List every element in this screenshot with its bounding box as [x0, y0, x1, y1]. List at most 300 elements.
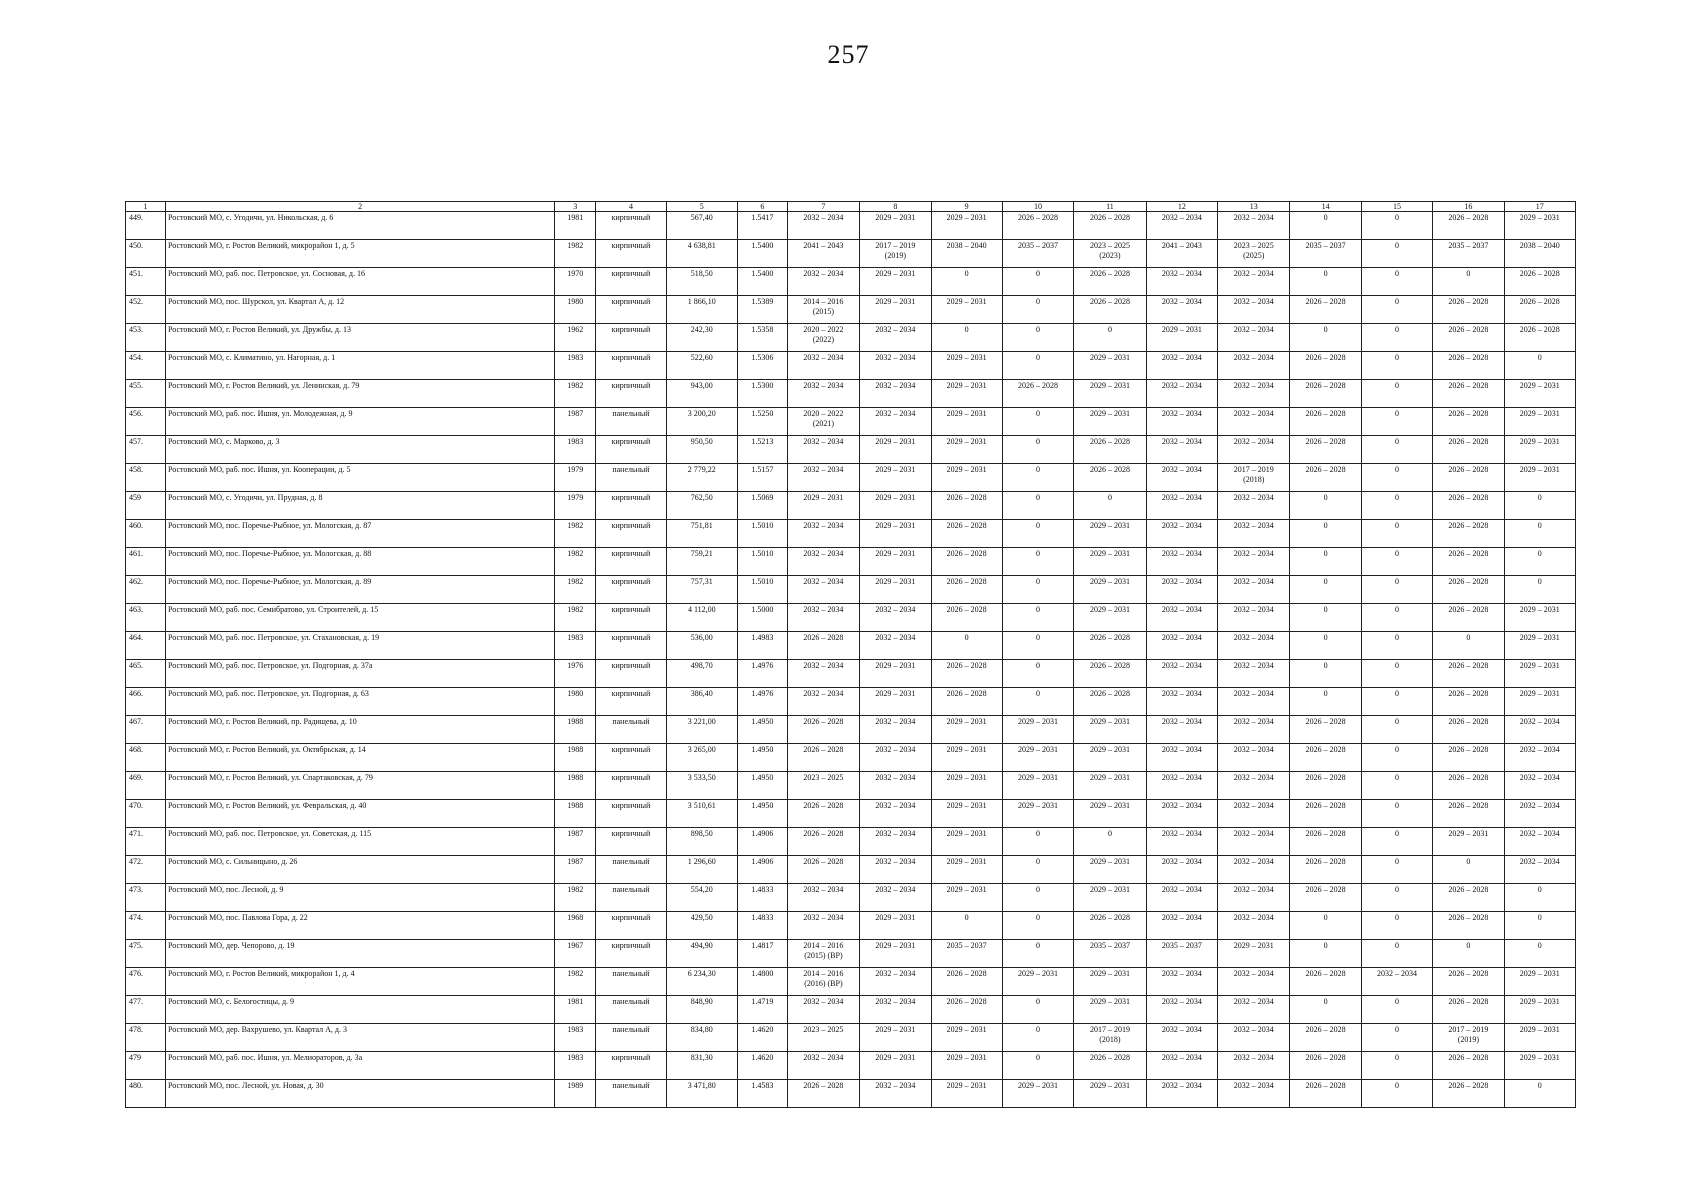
- period-13-cell: 2032 – 2034: [1218, 912, 1290, 940]
- period-10-cell: 0: [1002, 912, 1073, 940]
- coefficient-cell: 1.5000: [737, 604, 787, 632]
- period-10-cell: 2029 – 2031: [1002, 716, 1073, 744]
- wall-material-cell: панельный: [596, 408, 666, 436]
- address-cell: Ростовский МО, пос. Поречье-Рыбное, ул. Мологская, д. 89: [166, 576, 555, 604]
- period-12-cell: 2032 – 2034: [1146, 856, 1217, 884]
- period-12-cell: 2032 – 2034: [1146, 352, 1217, 380]
- year-built-cell: 1982: [555, 968, 596, 996]
- period-9-cell: 2026 – 2028: [931, 604, 1002, 632]
- period-8-cell: 2032 – 2034: [860, 408, 931, 436]
- wall-material-cell: кирпичный: [596, 268, 666, 296]
- period-16-cell: 2026 – 2028: [1433, 380, 1504, 408]
- period-9-cell: 2029 – 2031: [931, 884, 1002, 912]
- period-16-cell: 2026 – 2028: [1433, 604, 1504, 632]
- period-15-cell: 0: [1361, 380, 1432, 408]
- period-13-cell: 2032 – 2034: [1218, 996, 1290, 1024]
- period-14-cell: 2026 – 2028: [1290, 1080, 1361, 1108]
- period-17-cell: 2032 – 2034: [1504, 744, 1575, 772]
- row-number-cell: 463.: [126, 604, 166, 632]
- table-row: [126, 968, 1576, 996]
- period-17-cell: 2032 – 2034: [1504, 800, 1575, 828]
- period-15-cell: 2032 – 2034: [1361, 968, 1432, 996]
- period-9-cell: 2026 – 2028: [931, 688, 1002, 716]
- period-17-cell: 2029 – 2031: [1504, 212, 1575, 240]
- period-13-cell: 2032 – 2034: [1218, 436, 1290, 464]
- period-7-cell: 2032 – 2034: [787, 380, 859, 408]
- period-12-cell: 2032 – 2034: [1146, 716, 1217, 744]
- period-17-cell: 2038 – 2040: [1504, 240, 1575, 268]
- period-12-cell: 2032 – 2034: [1146, 380, 1217, 408]
- row-number-cell: 472.: [126, 856, 166, 884]
- coefficient-cell: 1.5300: [737, 380, 787, 408]
- address-cell: Ростовский МО, раб. пос. Петровское, ул. Советская, д. 115: [166, 828, 555, 856]
- address-cell: Ростовский МО, г. Ростов Великий, ул. Спартаковская, д. 79: [166, 772, 555, 800]
- period-14-cell: 2026 – 2028: [1290, 884, 1361, 912]
- column-header-8: 8: [860, 202, 931, 212]
- period-17-cell: 2029 – 2031: [1504, 380, 1575, 408]
- period-15-cell: 0: [1361, 1024, 1432, 1052]
- coefficient-cell: 1.4976: [737, 688, 787, 716]
- period-14-cell: 2035 – 2037: [1290, 240, 1361, 268]
- year-built-cell: 1968: [555, 912, 596, 940]
- row-number-cell: 452.: [126, 296, 166, 324]
- year-built-cell: 1981: [555, 996, 596, 1024]
- period-13-cell: 2032 – 2034: [1218, 660, 1290, 688]
- period-8-cell: 2032 – 2034: [860, 632, 931, 660]
- area-cell: 762,50: [666, 492, 737, 520]
- period-11-cell: 2026 – 2028: [1074, 688, 1146, 716]
- period-13-cell: 2032 – 2034: [1218, 408, 1290, 436]
- table-row: [126, 268, 1576, 296]
- period-12-cell: 2032 – 2034: [1146, 520, 1217, 548]
- year-built-cell: 1987: [555, 408, 596, 436]
- period-17-cell: 2029 – 2031: [1504, 604, 1575, 632]
- period-12-cell: 2032 – 2034: [1146, 212, 1217, 240]
- period-15-cell: 0: [1361, 1080, 1432, 1108]
- coefficient-cell: 1.5389: [737, 296, 787, 324]
- period-13-cell: 2032 – 2034: [1218, 716, 1290, 744]
- wall-material-cell: кирпичный: [596, 380, 666, 408]
- wall-material-cell: кирпичный: [596, 772, 666, 800]
- period-10-cell: 0: [1002, 492, 1073, 520]
- period-12-cell: 2032 – 2034: [1146, 296, 1217, 324]
- area-cell: 498,70: [666, 660, 737, 688]
- period-9-cell: 2029 – 2031: [931, 1024, 1002, 1052]
- period-15-cell: 0: [1361, 884, 1432, 912]
- period-15-cell: 0: [1361, 856, 1432, 884]
- period-8-cell: 2029 – 2031: [860, 660, 931, 688]
- table-row: [126, 912, 1576, 940]
- period-7-cell: 2032 – 2034: [787, 212, 859, 240]
- address-cell: Ростовский МО, с. Климатино, ул. Нагорная, д. 1: [166, 352, 555, 380]
- period-13-cell: 2032 – 2034: [1218, 352, 1290, 380]
- period-14-cell: 2026 – 2028: [1290, 1024, 1361, 1052]
- period-9-cell: 2026 – 2028: [931, 996, 1002, 1024]
- period-8-cell: 2032 – 2034: [860, 996, 931, 1024]
- row-number-cell: 474.: [126, 912, 166, 940]
- period-8-cell: 2032 – 2034: [860, 968, 931, 996]
- period-14-cell: 0: [1290, 548, 1361, 576]
- period-10-cell: 0: [1002, 548, 1073, 576]
- period-16-cell: 2017 – 2019 (2019): [1433, 1024, 1504, 1052]
- period-8-cell: 2029 – 2031: [860, 548, 931, 576]
- period-11-cell: 2029 – 2031: [1074, 1080, 1146, 1108]
- year-built-cell: 1970: [555, 268, 596, 296]
- period-9-cell: 2029 – 2031: [931, 464, 1002, 492]
- period-13-cell: 2023 – 2025 (2025): [1218, 240, 1290, 268]
- coefficient-cell: 1.5306: [737, 352, 787, 380]
- period-17-cell: 2029 – 2031: [1504, 464, 1575, 492]
- period-10-cell: 0: [1002, 464, 1073, 492]
- period-12-cell: 2032 – 2034: [1146, 436, 1217, 464]
- period-13-cell: 2032 – 2034: [1218, 1080, 1290, 1108]
- period-11-cell: 2029 – 2031: [1074, 996, 1146, 1024]
- wall-material-cell: кирпичный: [596, 296, 666, 324]
- wall-material-cell: кирпичный: [596, 912, 666, 940]
- table-row: [126, 716, 1576, 744]
- period-17-cell: 0: [1504, 884, 1575, 912]
- period-15-cell: 0: [1361, 296, 1432, 324]
- period-14-cell: 2026 – 2028: [1290, 772, 1361, 800]
- period-8-cell: 2029 – 2031: [860, 212, 931, 240]
- row-number-cell: 455.: [126, 380, 166, 408]
- table-row: [126, 940, 1576, 968]
- period-17-cell: 2029 – 2031: [1504, 408, 1575, 436]
- period-17-cell: 0: [1504, 912, 1575, 940]
- period-11-cell: 2026 – 2028: [1074, 296, 1146, 324]
- period-12-cell: 2032 – 2034: [1146, 632, 1217, 660]
- row-number-cell: 476.: [126, 968, 166, 996]
- period-11-cell: 2029 – 2031: [1074, 744, 1146, 772]
- area-cell: 950,50: [666, 436, 737, 464]
- period-16-cell: 2026 – 2028: [1433, 716, 1504, 744]
- address-cell: Ростовский МО, г. Ростов Великий, микрорайон 1, д. 4: [166, 968, 555, 996]
- address-cell: Ростовский МО, пос. Поречье-Рыбное, ул. Мологская, д. 88: [166, 548, 555, 576]
- period-8-cell: 2029 – 2031: [860, 688, 931, 716]
- period-16-cell: 2026 – 2028: [1433, 884, 1504, 912]
- period-13-cell: 2029 – 2031: [1218, 940, 1290, 968]
- period-15-cell: 0: [1361, 324, 1432, 352]
- period-10-cell: 0: [1002, 324, 1073, 352]
- column-header-12: 12: [1146, 202, 1217, 212]
- period-16-cell: 2026 – 2028: [1433, 1052, 1504, 1080]
- period-9-cell: 2029 – 2031: [931, 408, 1002, 436]
- period-8-cell: 2029 – 2031: [860, 436, 931, 464]
- period-9-cell: 2026 – 2028: [931, 548, 1002, 576]
- address-cell: Ростовский МО, г. Ростов Великий, ул. Февральская, д. 40: [166, 800, 555, 828]
- period-10-cell: 0: [1002, 436, 1073, 464]
- period-10-cell: 0: [1002, 688, 1073, 716]
- period-11-cell: 0: [1074, 828, 1146, 856]
- period-15-cell: 0: [1361, 940, 1432, 968]
- period-15-cell: 0: [1361, 576, 1432, 604]
- period-16-cell: 2026 – 2028: [1433, 688, 1504, 716]
- row-number-cell: 462.: [126, 576, 166, 604]
- column-header-17: 17: [1504, 202, 1575, 212]
- period-16-cell: 2026 – 2028: [1433, 464, 1504, 492]
- period-7-cell: 2026 – 2028: [787, 856, 859, 884]
- area-cell: 4 638,81: [666, 240, 737, 268]
- period-14-cell: 0: [1290, 520, 1361, 548]
- period-14-cell: 0: [1290, 492, 1361, 520]
- period-9-cell: 0: [931, 268, 1002, 296]
- year-built-cell: 1989: [555, 1080, 596, 1108]
- area-cell: 943,00: [666, 380, 737, 408]
- area-cell: 536,00: [666, 632, 737, 660]
- period-9-cell: 2035 – 2037: [931, 940, 1002, 968]
- period-11-cell: 2026 – 2028: [1074, 632, 1146, 660]
- address-cell: Ростовский МО, раб. пос. Петровское, ул. Подгорная, д. 63: [166, 688, 555, 716]
- coefficient-cell: 1.4950: [737, 772, 787, 800]
- table-row: [126, 884, 1576, 912]
- period-16-cell: 2026 – 2028: [1433, 772, 1504, 800]
- period-11-cell: 0: [1074, 324, 1146, 352]
- period-17-cell: 0: [1504, 352, 1575, 380]
- period-10-cell: 2029 – 2031: [1002, 1080, 1073, 1108]
- address-cell: Ростовский МО, дер. Вахрушево, ул. Квартал А, д. 3: [166, 1024, 555, 1052]
- area-cell: 6 234,30: [666, 968, 737, 996]
- period-9-cell: 2026 – 2028: [931, 968, 1002, 996]
- period-12-cell: 2032 – 2034: [1146, 912, 1217, 940]
- period-16-cell: 2026 – 2028: [1433, 548, 1504, 576]
- table-row: [126, 632, 1576, 660]
- period-13-cell: 2032 – 2034: [1218, 268, 1290, 296]
- period-17-cell: 2026 – 2028: [1504, 296, 1575, 324]
- period-10-cell: 2026 – 2028: [1002, 212, 1073, 240]
- table-row: [126, 744, 1576, 772]
- table-row: [126, 436, 1576, 464]
- row-number-cell: 457.: [126, 436, 166, 464]
- period-13-cell: 2032 – 2034: [1218, 520, 1290, 548]
- area-cell: 242,30: [666, 324, 737, 352]
- period-14-cell: 2026 – 2028: [1290, 828, 1361, 856]
- period-14-cell: 0: [1290, 604, 1361, 632]
- table-row: [126, 408, 1576, 436]
- wall-material-cell: кирпичный: [596, 828, 666, 856]
- address-cell: Ростовский МО, г. Ростов Великий, ул. Ленинская, д. 79: [166, 380, 555, 408]
- period-13-cell: 2032 – 2034: [1218, 828, 1290, 856]
- period-16-cell: 2026 – 2028: [1433, 296, 1504, 324]
- area-cell: 3 265,00: [666, 744, 737, 772]
- period-13-cell: 2032 – 2034: [1218, 968, 1290, 996]
- coefficient-cell: 1.5358: [737, 324, 787, 352]
- table-row: [126, 380, 1576, 408]
- period-11-cell: 2029 – 2031: [1074, 352, 1146, 380]
- period-10-cell: 0: [1002, 1052, 1073, 1080]
- row-number-cell: 466.: [126, 688, 166, 716]
- coefficient-cell: 1.4583: [737, 1080, 787, 1108]
- period-12-cell: 2032 – 2034: [1146, 660, 1217, 688]
- period-16-cell: 2026 – 2028: [1433, 436, 1504, 464]
- year-built-cell: 1979: [555, 464, 596, 492]
- table-row: [126, 660, 1576, 688]
- period-14-cell: 2026 – 2028: [1290, 436, 1361, 464]
- period-10-cell: 2029 – 2031: [1002, 744, 1073, 772]
- period-15-cell: 0: [1361, 912, 1432, 940]
- table-row: [126, 1080, 1576, 1108]
- period-13-cell: 2032 – 2034: [1218, 548, 1290, 576]
- row-number-cell: 475.: [126, 940, 166, 968]
- wall-material-cell: панельный: [596, 884, 666, 912]
- coefficient-cell: 1.5010: [737, 520, 787, 548]
- period-15-cell: 0: [1361, 548, 1432, 576]
- period-9-cell: 2026 – 2028: [931, 576, 1002, 604]
- period-8-cell: 2032 – 2034: [860, 604, 931, 632]
- period-16-cell: 2029 – 2031: [1433, 828, 1504, 856]
- address-cell: Ростовский МО, г. Ростов Великий, микрорайон 1, д. 5: [166, 240, 555, 268]
- row-number-cell: 459: [126, 492, 166, 520]
- period-7-cell: 2032 – 2034: [787, 1052, 859, 1080]
- year-built-cell: 1988: [555, 744, 596, 772]
- table-row: [126, 688, 1576, 716]
- period-10-cell: 0: [1002, 268, 1073, 296]
- area-cell: 834,80: [666, 1024, 737, 1052]
- wall-material-cell: кирпичный: [596, 576, 666, 604]
- period-9-cell: 2029 – 2031: [931, 856, 1002, 884]
- period-13-cell: 2032 – 2034: [1218, 492, 1290, 520]
- wall-material-cell: кирпичный: [596, 212, 666, 240]
- period-17-cell: 2029 – 2031: [1504, 1024, 1575, 1052]
- column-header-6: 6: [737, 202, 787, 212]
- period-10-cell: 0: [1002, 660, 1073, 688]
- coefficient-cell: 1.4906: [737, 856, 787, 884]
- address-cell: Ростовский МО, пос. Лесной, ул. Новая, д. 30: [166, 1080, 555, 1108]
- table-row: [126, 212, 1576, 240]
- coefficient-cell: 1.5400: [737, 268, 787, 296]
- period-11-cell: 2026 – 2028: [1074, 1052, 1146, 1080]
- period-12-cell: 2032 – 2034: [1146, 772, 1217, 800]
- address-cell: Ростовский МО, с. Белогостицы, д. 9: [166, 996, 555, 1024]
- period-14-cell: 2026 – 2028: [1290, 856, 1361, 884]
- period-10-cell: 0: [1002, 884, 1073, 912]
- period-11-cell: 0: [1074, 492, 1146, 520]
- period-8-cell: 2029 – 2031: [860, 520, 931, 548]
- column-header-15: 15: [1361, 202, 1432, 212]
- period-8-cell: 2032 – 2034: [860, 744, 931, 772]
- period-8-cell: 2029 – 2031: [860, 492, 931, 520]
- address-cell: Ростовский МО, пос. Шурскол, ул. Квартал А, д. 12: [166, 296, 555, 324]
- period-8-cell: 2032 – 2034: [860, 800, 931, 828]
- period-14-cell: 2026 – 2028: [1290, 380, 1361, 408]
- period-17-cell: 2029 – 2031: [1504, 660, 1575, 688]
- period-12-cell: 2029 – 2031: [1146, 324, 1217, 352]
- address-cell: Ростовский МО, с. Марково, д. 3: [166, 436, 555, 464]
- period-16-cell: 2026 – 2028: [1433, 968, 1504, 996]
- period-14-cell: 0: [1290, 632, 1361, 660]
- coefficient-cell: 1.5010: [737, 548, 787, 576]
- period-17-cell: 2029 – 2031: [1504, 688, 1575, 716]
- period-8-cell: 2029 – 2031: [860, 464, 931, 492]
- column-header-7: 7: [787, 202, 859, 212]
- row-number-cell: 450.: [126, 240, 166, 268]
- period-17-cell: 0: [1504, 548, 1575, 576]
- address-cell: Ростовский МО, пос. Поречье-Рыбное, ул. Мологская, д. 87: [166, 520, 555, 548]
- period-7-cell: 2014 – 2016 (2015): [787, 296, 859, 324]
- area-cell: 898,50: [666, 828, 737, 856]
- period-12-cell: 2032 – 2034: [1146, 800, 1217, 828]
- period-11-cell: 2029 – 2031: [1074, 800, 1146, 828]
- coefficient-cell: 1.4976: [737, 660, 787, 688]
- column-header-2: 2: [166, 202, 555, 212]
- column-header-5: 5: [666, 202, 737, 212]
- period-16-cell: 2026 – 2028: [1433, 212, 1504, 240]
- period-9-cell: 2029 – 2031: [931, 1080, 1002, 1108]
- year-built-cell: 1983: [555, 1052, 596, 1080]
- area-cell: 2 779,22: [666, 464, 737, 492]
- wall-material-cell: кирпичный: [596, 940, 666, 968]
- year-built-cell: 1982: [555, 576, 596, 604]
- coefficient-cell: 1.4620: [737, 1052, 787, 1080]
- column-header-14: 14: [1290, 202, 1361, 212]
- period-9-cell: 2029 – 2031: [931, 212, 1002, 240]
- period-9-cell: 0: [931, 324, 1002, 352]
- address-cell: Ростовский МО, раб. пос. Петровское, ул. Стахановская, д. 19: [166, 632, 555, 660]
- coefficient-cell: 1.4800: [737, 968, 787, 996]
- period-16-cell: 2026 – 2028: [1433, 324, 1504, 352]
- period-9-cell: 0: [931, 912, 1002, 940]
- address-cell: Ростовский МО, раб. пос. Ишня, ул. Мелиораторов, д. 3а: [166, 1052, 555, 1080]
- table-row: [126, 324, 1576, 352]
- period-14-cell: 2026 – 2028: [1290, 744, 1361, 772]
- address-cell: Ростовский МО, пос. Павлова Гора, д. 22: [166, 912, 555, 940]
- period-11-cell: 2029 – 2031: [1074, 576, 1146, 604]
- table-row: [126, 352, 1576, 380]
- period-8-cell: 2029 – 2031: [860, 940, 931, 968]
- coefficient-cell: 1.5213: [737, 436, 787, 464]
- period-7-cell: 2032 – 2034: [787, 604, 859, 632]
- period-7-cell: 2032 – 2034: [787, 520, 859, 548]
- period-11-cell: 2026 – 2028: [1074, 660, 1146, 688]
- period-10-cell: 0: [1002, 996, 1073, 1024]
- period-17-cell: 2029 – 2031: [1504, 968, 1575, 996]
- period-14-cell: 2026 – 2028: [1290, 968, 1361, 996]
- period-8-cell: 2032 – 2034: [860, 828, 931, 856]
- wall-material-cell: кирпичный: [596, 1052, 666, 1080]
- period-17-cell: 2032 – 2034: [1504, 828, 1575, 856]
- area-cell: 831,30: [666, 1052, 737, 1080]
- period-11-cell: 2026 – 2028: [1074, 212, 1146, 240]
- table-row: [126, 996, 1576, 1024]
- year-built-cell: 1979: [555, 492, 596, 520]
- period-13-cell: 2032 – 2034: [1218, 688, 1290, 716]
- period-15-cell: 0: [1361, 212, 1432, 240]
- period-15-cell: 0: [1361, 520, 1432, 548]
- period-17-cell: 2032 – 2034: [1504, 716, 1575, 744]
- table-row: [126, 492, 1576, 520]
- year-built-cell: 1983: [555, 436, 596, 464]
- row-number-cell: 470.: [126, 800, 166, 828]
- period-10-cell: 0: [1002, 1024, 1073, 1052]
- coefficient-cell: 1.4950: [737, 744, 787, 772]
- period-13-cell: 2032 – 2034: [1218, 856, 1290, 884]
- coefficient-cell: 1.5400: [737, 240, 787, 268]
- row-number-cell: 467.: [126, 716, 166, 744]
- period-10-cell: 0: [1002, 296, 1073, 324]
- period-13-cell: 2032 – 2034: [1218, 380, 1290, 408]
- period-7-cell: 2032 – 2034: [787, 268, 859, 296]
- wall-material-cell: кирпичный: [596, 744, 666, 772]
- row-number-cell: 456.: [126, 408, 166, 436]
- year-built-cell: 1962: [555, 324, 596, 352]
- area-cell: 567,40: [666, 212, 737, 240]
- wall-material-cell: панельный: [596, 1080, 666, 1108]
- address-cell: Ростовский МО, с. Угодичи, ул. Никольская, д. 6: [166, 212, 555, 240]
- period-14-cell: 2026 – 2028: [1290, 296, 1361, 324]
- period-8-cell: 2017 – 2019 (2019): [860, 240, 931, 268]
- row-number-cell: 478.: [126, 1024, 166, 1052]
- period-9-cell: 2029 – 2031: [931, 1052, 1002, 1080]
- wall-material-cell: кирпичный: [596, 436, 666, 464]
